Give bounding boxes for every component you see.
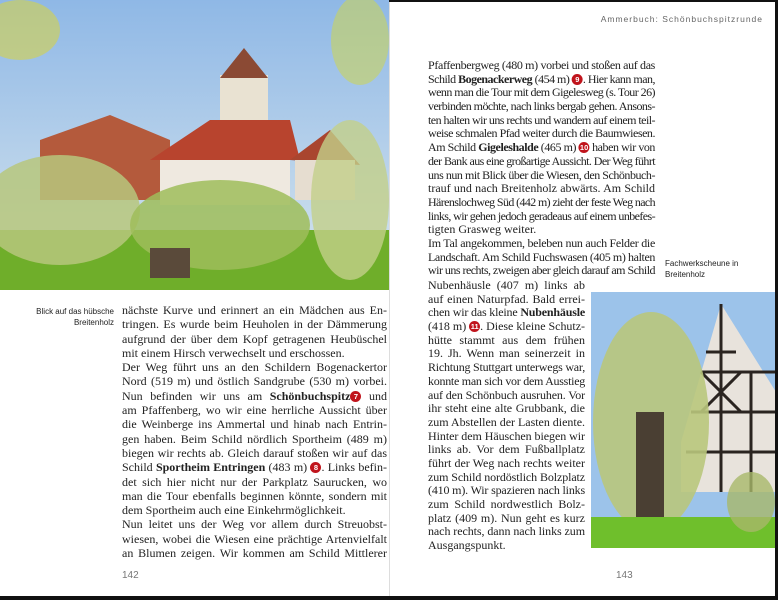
body-text-narrow <box>428 279 585 553</box>
waypoint-marker: 8 <box>310 462 321 473</box>
line-text: chen wir das kleine <box>428 305 521 320</box>
text-line <box>122 517 387 531</box>
text-line <box>428 361 585 375</box>
line-text: (465 m) <box>538 140 579 155</box>
text-line <box>122 446 387 460</box>
text-line <box>428 86 655 100</box>
line-text: der Bank aus eine großartige Aussicht. Der Weg führt <box>428 153 655 168</box>
text-line-content <box>428 471 585 485</box>
text-line-content <box>122 446 387 460</box>
line-text: platz (409 m). Nun geht es kurz <box>428 510 585 525</box>
text-line-content <box>428 402 585 416</box>
frame-bottom <box>0 596 778 600</box>
text-line-content <box>428 457 585 471</box>
place-name: Gigeleshalde <box>478 140 539 155</box>
text-line-content <box>122 303 387 317</box>
line-text: verbinden möchte, nach links bergab gehen. Ansons- <box>428 99 655 114</box>
text-line <box>428 251 655 265</box>
line-text: (483 m) <box>265 460 311 475</box>
text-line <box>122 332 387 346</box>
text-line-content <box>428 127 655 141</box>
line-text: hütte stammt aus dem frühen <box>428 332 585 347</box>
text-line <box>428 525 585 539</box>
line-text: Im Tal angekommen, beleben nun auch Felder die <box>428 235 655 250</box>
place-name: Bogenackerweg <box>458 71 533 86</box>
waypoint-marker: 9 <box>572 74 583 85</box>
text-line <box>122 503 387 517</box>
text-line-content <box>428 223 536 237</box>
line-text: nach rechts, dann nach links zum <box>428 524 585 539</box>
line-text: an Blumen zeigen. Wir kommen am Schild Mittlerer <box>122 546 387 561</box>
text-line-content <box>122 475 387 489</box>
text-line-content <box>428 443 585 457</box>
text-line <box>428 416 585 430</box>
text-line-content <box>122 332 387 346</box>
frame-top <box>389 0 778 2</box>
text-line-content <box>122 403 387 417</box>
text-line-content <box>428 306 585 320</box>
text-line-content <box>428 73 655 87</box>
body-text <box>122 303 387 560</box>
line-text: tringen. Es wurde beim Heuholen in der Dämmerung <box>122 317 387 332</box>
line-text: 19. Jh. Wenn man seinerzeit in <box>428 346 585 361</box>
line-text: wir uns rechts, zweigen aber gleich darauf am Schild <box>428 263 655 278</box>
line-text: haben wir von <box>589 140 655 155</box>
line-text: führt der Weg nach rechts weiter <box>428 455 585 470</box>
text-line-content <box>428 141 655 155</box>
text-line <box>428 141 655 155</box>
text-line-content <box>122 546 387 560</box>
line-text: Härenslochweg Süd (442 m) zieht der feste Weg nach <box>428 194 655 209</box>
waypoint-marker: 11 <box>470 322 479 332</box>
line-text: Am Schild <box>428 140 479 155</box>
text-line-content <box>428 114 655 128</box>
text-line-content <box>428 155 655 169</box>
line-text: Pfaffenbergweg (480 m) vorbei und stoßen auf das <box>428 58 655 72</box>
text-line-content <box>428 320 585 334</box>
line-text: ihr steht eine alte Grubbank, die <box>428 401 585 416</box>
text-line <box>122 489 387 503</box>
body-text <box>428 59 655 278</box>
text-line <box>428 484 585 498</box>
text-line-content <box>428 251 655 265</box>
text-line-content <box>428 182 655 196</box>
line-text: wiesen, wobei die Wiesen eine prächtige Artenvielfalt <box>122 531 387 546</box>
line-text: Nun befinden wir uns am <box>122 388 270 403</box>
text-line-content <box>428 430 585 444</box>
line-text: die Weinberge ins Ammertal und hinab nach Entrin- <box>122 417 387 432</box>
text-line-content <box>428 169 655 183</box>
line-text: links ab. Vor dem Fußballplatz <box>428 442 585 457</box>
text-line <box>122 346 387 360</box>
text-line-content <box>428 525 585 539</box>
text-line <box>428 471 585 485</box>
text-line <box>428 127 655 141</box>
line-text: am Pfaffenberg, wo wir eine herrliche Aussicht über <box>122 403 387 418</box>
line-text: Der Weg führt uns an den Schildern Bogenackertor <box>122 360 387 375</box>
text-line <box>122 432 387 446</box>
text-line-content <box>428 512 585 526</box>
text-line-content <box>428 59 655 73</box>
text-line <box>428 210 655 224</box>
text-line <box>428 498 585 512</box>
line-text: Nord (519 m) und östlich Sandgrube (530 m) vorbei. <box>122 374 387 389</box>
text-line-content <box>122 489 387 503</box>
text-line-content <box>428 375 585 389</box>
text-line <box>428 155 655 169</box>
line-text: . Links befin- <box>321 460 387 475</box>
line-text: . Diese kleine Schutz- <box>480 319 585 334</box>
line-text: weise schmalen Pfad weiter durch die Baumwiesen. <box>428 126 655 141</box>
line-text: gen haben. Beim Schild nördlich Sportheim (489 m) <box>122 431 387 446</box>
text-line <box>428 182 655 196</box>
page-number: 142 <box>122 570 139 581</box>
line-text: nächste Kurve und erinnert an ein Mädchen aus En- <box>122 303 387 317</box>
text-line-content <box>428 210 655 224</box>
text-line <box>122 360 387 374</box>
line-text: Nun leitet uns der Weg vor allem durch Streuobst- <box>122 517 387 532</box>
page-number: 143 <box>616 570 633 581</box>
text-line-content <box>428 484 585 498</box>
text-line <box>428 223 655 237</box>
photo-caption <box>36 306 114 328</box>
text-line <box>428 539 585 553</box>
waypoint-marker: 10 <box>579 143 589 153</box>
text-line <box>122 303 387 317</box>
text-line-content <box>122 532 387 546</box>
line-text: biegen wir rechts ab. Gleich darauf stoßen wir auf das <box>122 445 387 460</box>
text-line <box>428 375 585 389</box>
text-line-content <box>122 460 387 474</box>
place-name: Sportheim Entringen <box>155 460 266 475</box>
line-text: zum Schild nordöstlich Bolzplatz <box>428 469 585 484</box>
text-line <box>122 546 387 560</box>
text-line <box>428 389 585 403</box>
text-line-content <box>428 279 585 293</box>
line-text: konnte man sich vor dem Ausstieg <box>428 373 585 388</box>
text-line-content <box>428 237 655 251</box>
text-line-content <box>428 196 655 210</box>
line-text: mit einem Hirsch verwechselt und erschossen. <box>122 345 345 360</box>
text-line <box>428 293 585 307</box>
text-line <box>428 430 585 444</box>
text-line <box>122 475 387 489</box>
line-text: Schild <box>122 460 156 475</box>
line-text: und <box>361 388 387 403</box>
line-text: zum Abstellen der Lasten diente. <box>428 414 585 429</box>
text-line-content <box>428 264 655 278</box>
text-line-content <box>122 360 387 374</box>
line-text: Nubenhäusle (407 m) links ab <box>428 278 585 292</box>
text-line <box>428 100 655 114</box>
text-line-content <box>122 503 346 517</box>
line-text: man die Tour ebenfalls beginnen könnte, sondern mit <box>122 488 387 503</box>
text-line <box>428 59 655 73</box>
village-photo <box>0 0 389 290</box>
text-line <box>428 73 655 87</box>
text-line <box>428 306 585 320</box>
line-text: Hinter dem Häuschen biegen wir <box>428 428 585 443</box>
line-text: dem Sportheim auch eine Einkehrmöglichkeit. <box>122 503 346 518</box>
text-line <box>428 264 655 278</box>
text-line <box>428 402 585 416</box>
line-text: Landschaft. Am Schild Fuchswasen (405 m) halten <box>428 249 655 264</box>
running-head: Ammerbuch: Schönbuchspitzrunde <box>600 14 763 24</box>
text-line <box>428 443 585 457</box>
text-line <box>122 389 387 403</box>
line-text: ten halten wir uns rechts und wandern auf einem teil- <box>428 112 655 127</box>
text-line <box>428 114 655 128</box>
text-line-content <box>122 346 345 360</box>
text-line-content <box>428 86 655 100</box>
line-text: wenn man die Tour mit dem Gigelesweg (s. Tour 26) <box>428 85 655 100</box>
text-line-content <box>122 374 387 388</box>
text-line <box>428 512 585 526</box>
breitenholz-image <box>0 0 389 290</box>
text-line <box>122 374 387 388</box>
text-line-content <box>122 317 387 331</box>
text-line <box>428 457 585 471</box>
barn-photo <box>591 292 776 548</box>
text-line <box>428 334 585 348</box>
text-line <box>428 237 655 251</box>
text-line <box>428 279 585 293</box>
text-line <box>122 417 387 431</box>
line-text: (418 m) <box>428 319 470 334</box>
caption-line: Blick auf das hübsche <box>36 307 114 316</box>
text-line-content <box>428 389 585 403</box>
text-line-content <box>428 498 585 512</box>
line-text: Richtung Stuttgart unterwegs war, <box>428 360 585 375</box>
line-text: tigten Grasweg weiter. <box>428 222 537 237</box>
text-line-content <box>122 389 387 403</box>
waypoint-marker: 7 <box>350 391 361 402</box>
caption-line: Fachwerkscheune in <box>665 259 739 268</box>
text-line <box>122 532 387 546</box>
text-line <box>122 460 387 474</box>
line-text: uns nun mit Blick über die Wiesen, den Schönbuch- <box>428 167 655 182</box>
text-line-content <box>428 361 585 375</box>
text-line-content <box>122 417 387 431</box>
line-text: auf einen Naturpfad. Bald errei- <box>428 291 585 306</box>
line-text: (454 m) <box>532 71 572 86</box>
text-line-content <box>428 293 585 307</box>
caption-line: Breitenholz <box>665 270 706 279</box>
text-line-content <box>122 517 387 531</box>
text-line-content <box>428 347 585 361</box>
text-line <box>122 403 387 417</box>
line-text: trauf und nach Breitenholz abwärts. Am Schild <box>428 181 655 196</box>
line-text: Ausgangspunkt. <box>428 538 506 553</box>
line-text: aufgrund der über dem Kopf getragenen Heubüschel <box>122 331 387 346</box>
text-line-content <box>428 539 506 553</box>
right-page <box>389 0 778 600</box>
place-name: Schönbuchspitz <box>269 388 351 403</box>
caption-line: Breitenholz <box>73 318 114 327</box>
half-timbered-barn-image <box>591 292 776 548</box>
text-line <box>428 347 585 361</box>
text-line <box>428 320 585 334</box>
line-text: . Hier kann man, <box>582 71 655 86</box>
photo-caption <box>665 258 738 280</box>
line-text: det sich hier nicht nur der Parkplatz Saurucken, wo <box>122 474 387 489</box>
text-line-content <box>122 432 387 446</box>
text-line <box>428 196 655 210</box>
text-line-content <box>428 416 585 430</box>
text-line <box>428 169 655 183</box>
line-text: (410 m). Wir spazieren nach links <box>428 483 585 498</box>
text-line-content <box>428 100 655 114</box>
line-text: Schild <box>428 71 459 86</box>
line-text: auf den Schönbuch ausruhen. Vor <box>428 387 585 402</box>
line-text: links, wir gehen jedoch geradeaus auf einem unbefes- <box>428 208 655 223</box>
text-line <box>122 317 387 331</box>
place-name: Nubenhäusle <box>520 305 585 320</box>
line-text: zum Schild nordwestlich Bolz- <box>428 497 585 511</box>
text-line-content <box>428 334 585 348</box>
